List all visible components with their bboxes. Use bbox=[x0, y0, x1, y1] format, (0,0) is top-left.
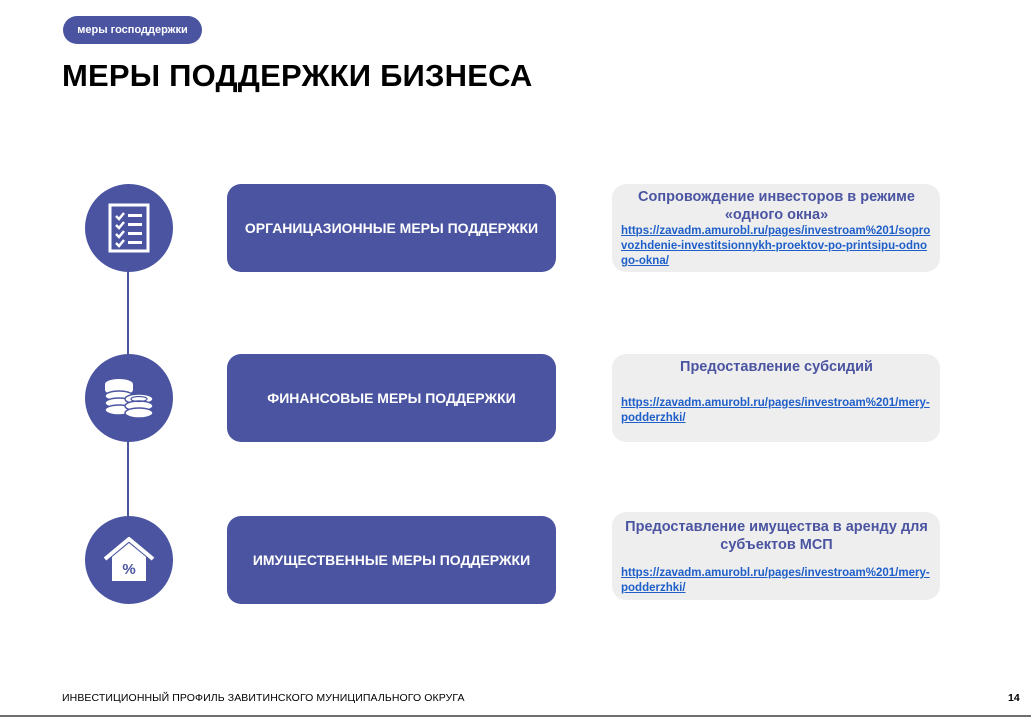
bottom-divider bbox=[0, 715, 1031, 717]
footer-text: ИНВЕСТИЦИОННЫЙ ПРОФИЛЬ ЗАВИТИНСКОГО МУНИЦИПАЛЬНОГО ОКРУГА bbox=[62, 692, 465, 704]
house-percent-icon-circle bbox=[85, 516, 173, 604]
checklist-icon-circle bbox=[85, 184, 173, 272]
info-card-title: Предоставление субсидий bbox=[680, 359, 873, 375]
page-number: 14 bbox=[1008, 692, 1020, 704]
info-card-property bbox=[612, 512, 940, 600]
org-support-button[interactable]: ОРГАНИЦАЗИОННЫЕ МЕРЫ ПОДДЕРЖКИ bbox=[227, 184, 556, 272]
page-title: МЕРЫ ПОДДЕРЖКИ БИЗНЕСА bbox=[62, 58, 533, 93]
property-support-button[interactable]: ИМУЩЕСТВЕННЫЕ МЕРЫ ПОДДЕРЖКИ bbox=[227, 516, 556, 604]
coins-icon bbox=[99, 375, 159, 421]
coins-icon-circle bbox=[85, 354, 173, 442]
info-card-financial bbox=[612, 354, 940, 442]
checklist-icon bbox=[107, 202, 151, 254]
info-card-link[interactable]: https://zavadm.amurobl.ru/pages/investroam%201/mery-podderzhki/ bbox=[621, 567, 930, 594]
info-card-link[interactable]: https://zavadm.amurobl.ru/pages/investroam%201/soprovozhdenie-investitsionnykh-proektov-po-printsipu-odnogo-okna/ bbox=[621, 225, 931, 267]
info-card-title: Сопровождение инвесторов в режиме «одного окна» bbox=[638, 189, 915, 223]
info-card-link[interactable]: https://zavadm.amurobl.ru/pages/investroam%201/mery-podderzhki/ bbox=[621, 397, 930, 424]
connector-line bbox=[127, 272, 129, 355]
info-card-org bbox=[612, 184, 940, 272]
section-badge: меры господдержки bbox=[63, 16, 202, 44]
financial-support-button[interactable]: ФИНАНСОВЫЕ МЕРЫ ПОДДЕРЖКИ bbox=[227, 354, 556, 442]
house-percent-icon bbox=[102, 535, 156, 585]
info-card-title: Предоставление имущества в аренду для субъектов МСП bbox=[625, 519, 928, 553]
svg-text:%: % bbox=[122, 561, 136, 578]
connector-line bbox=[127, 442, 129, 516]
